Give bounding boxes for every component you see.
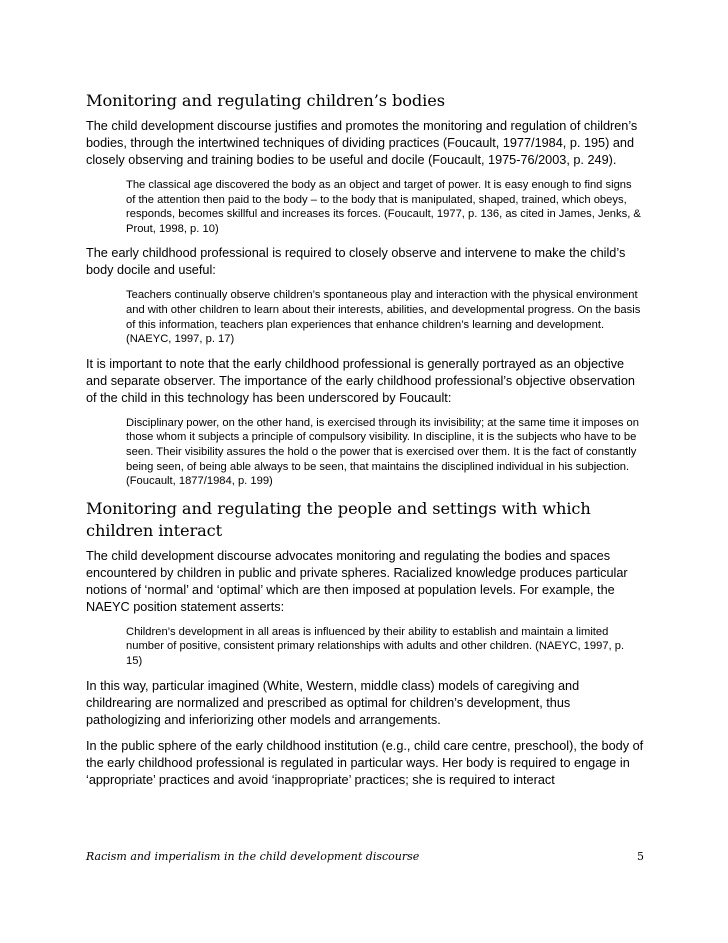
paragraph: In the public sphere of the early childhood institution (e.g., child care centre, preschool), the body of the early childhood professional is regulated in particular ways. Her body is required to engage in ‘appropriate’ practices and avoid ‘inappropriate’ practices; she is required to interact [86, 738, 644, 787]
block-quote: Teachers continually observe children’s spontaneous play and interaction with the physical environment and with other children to learn about their interests, abilities, and developmental progress. On the basis of this information, teachers plan experiences that enhance children’s learning and development. (NAEYC, 1997, p. 17) [126, 289, 641, 346]
section-heading-people-settings: Monitoring and regulating the people and settings with which children interact [86, 498, 591, 540]
page-content [86, 90, 646, 798]
paragraph: The early childhood professional is required to closely observe and intervene to make the child’s body docile and useful: [86, 246, 626, 278]
footer-title: Racism and imperialism in the child development discourse [86, 850, 420, 863]
block-quote: The classical age discovered the body as an object and target of power. It is easy enough to find signs of the attention then paid to the body – to the body that is manipulated, shaped, trained, which obeys, responds, becomes skillful and increases its forces. (Foucault, 1977, p. 136, as cited in James, Jenks, & Prout, 1998, p. 10) [126, 179, 641, 235]
block-quote: Children’s development in all areas is influenced by their ability to establish and maintain a limited number of positive, consistent primary relationships with adults and other children. (NAEYC, 1997, p. 15) [126, 625, 625, 667]
paragraph: The child development discourse advocates monitoring and regulating the bodies and spaces encountered by children in public and private spheres. Racialized knowledge produces particular notions of ‘normal’ and ‘optimal’ which are then imposed at population levels. For example, the NAEYC position statement asserts: [86, 548, 628, 614]
block-quote: Disciplinary power, on the other hand, is exercised through its invisibility; at the same time it imposes on those whom it subjects a principle of compulsory visibility. In discipline, it is the subjects who have to be seen. Their visibility assures the hold o the power that is exercised over them. It is the fact of constantly being seen, of being able always to be seen, that maintains the disciplined individual in his subjection. (Foucault, 1877/1984, p. 199) [126, 416, 640, 488]
paragraph: It is important to note that the early childhood professional is generally portrayed as an objective and separate observer. The importance of the early childhood professional’s objective observation of the child in this technology has been underscored by Foucault: [86, 356, 635, 405]
page-number: 5 [637, 850, 644, 863]
paragraph: In this way, particular imagined (White, Western, middle class) models of caregiving and childrearing are normalized and prescribed as optimal for children’s development, thus pathologizing and inferiorizing other models and arrangements. [86, 678, 580, 727]
section-heading-bodies: Monitoring and regulating children’s bodies [86, 91, 445, 110]
paragraph: The child development discourse justifies and promotes the monitoring and regulation of children’s bodies, through the intertwined techniques of dividing practices (Foucault, 1977/1984, p. 195) and closely observing and training bodies to be useful and docile (Foucault, 1975-76/2003, p. 249). [86, 119, 638, 167]
